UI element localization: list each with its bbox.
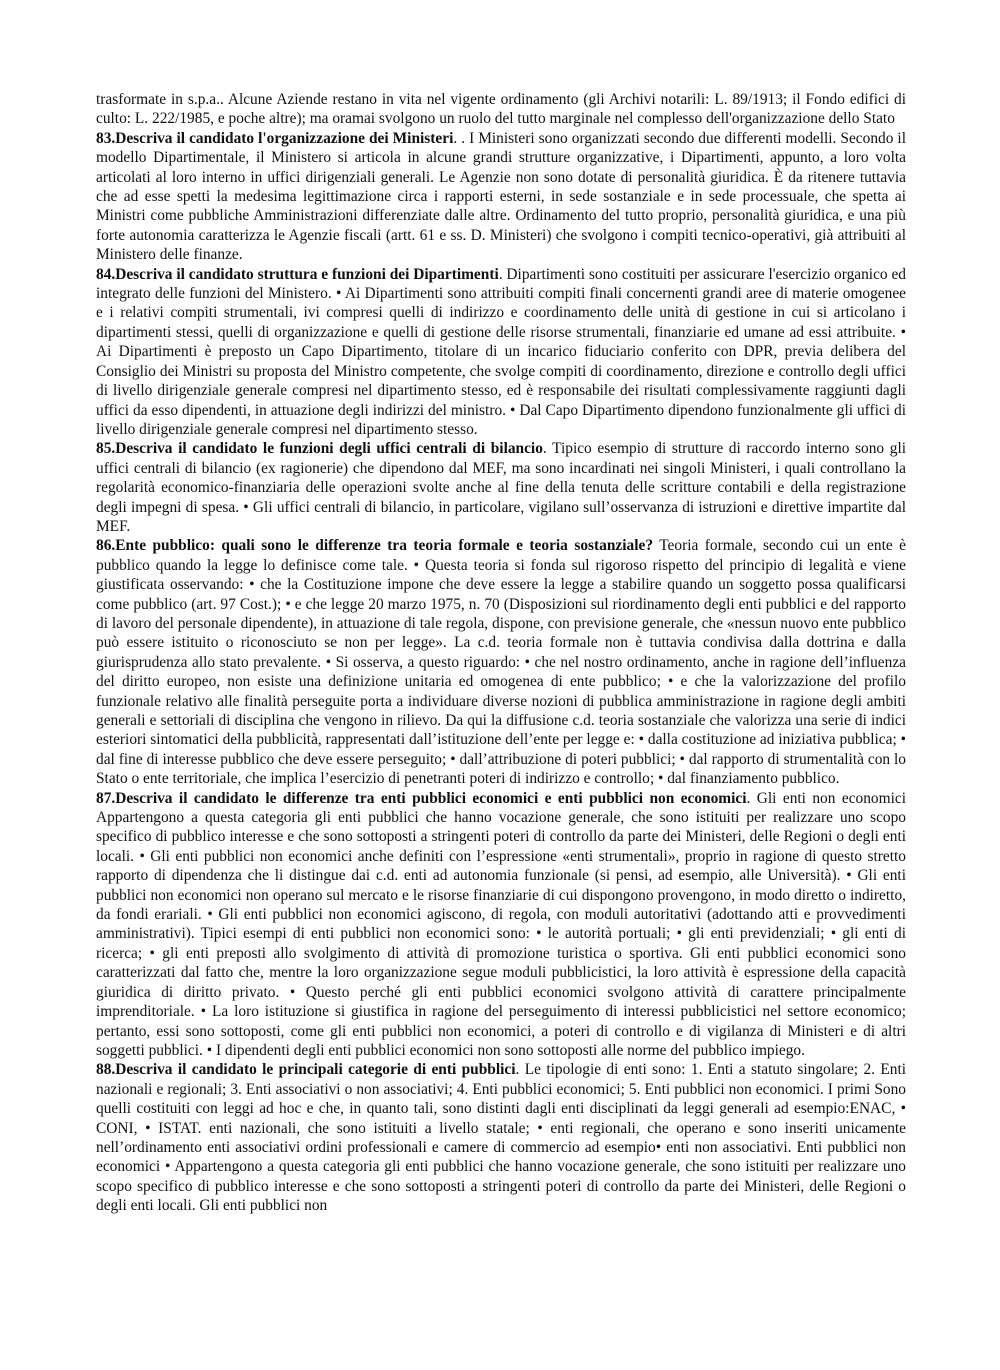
section-83-heading: 83.Descriva il candidato l'organizzazione dei Ministeri [96,129,454,147]
section-84-heading: 84.Descriva il candidato struttura e funzioni dei Dipartimenti [96,265,499,283]
section-83 [96,129,906,265]
section-88-body: . Le tipologie di enti sono: 1. Enti a statuto singolare; 2. Enti nazionali e regionali; 3. Enti associativi o non associativi; 4. Enti pubblici economici; 5. Enti pubblici non economici. I primi Sono quelli costituiti con leggi ad hoc e che, in quanto tali, sono distinti dagli enti disciplinati da leggi generali ad esempio:ENAC, • CONI, • ISTAT. enti nazionali, che sono istituiti a livello statale; • enti regionali, che operano e sono inseriti unicamente nell’ordinamento enti associativi ordini professionali e camere di commercio ad esempio• enti non associativi. Enti pubblici non economici • Appartengono a questa categoria gli enti pubblici che hanno vocazione generale, che sono istituiti per realizzare uno scopo specifico di pubblico interesse e che sono sottoposti a stringenti poteri di controllo da parte dei Ministeri, delle Regioni o degli enti locali. Gli enti pubblici non [96,1061,906,1215]
section-86-body: Teoria formale, secondo cui un ente è pubblico quando la legge lo definisce come tale. • Questa teoria si fonda sul rigoroso rispetto del principio di legalità e viene giustificata osservando: • che la Costituzione impone che deve essere la legge a stabilire quando un soggetto possa qualificarsi come pubblico (art. 97 Cost.); • e che legge 20 marzo 1975, n. 70 (Disposizioni sul riordinamento degli enti pubblici e del rapporto di lavoro del personale dipendente), in attuazione di tale regola, dispone, con previsione generale, che «nessun nuovo ente pubblico può essere istituito o riconosciuto se non per legge». La c.d. teoria formale non è tuttavia condivisa dalla dottrina e dalla giurisprudenza allo stato prevalente. • Si osserva, a questo riguardo: • che nel nostro ordinamento, anche in ragione dell’influenza del diritto europeo, non esiste una definizione unitaria ed omogenea di ente pubblico; • e che la valorizzazione del profilo funzionale relativo alle finalità perseguite porta a individuare diverse nozioni di pubblica amministrazione in ragione degli ambiti generali e settoriali di disciplina che vengono in rilievo. Da qui la diffusione c.d. teoria sostanziale che valorizza una serie di indici esteriori sintomatici della pubblicità, rappresentati dall’istituzione dell’ente per legge e: • dalla costituzione ad iniziativa pubblica; • dal fine di interesse pubblico che deve essere perseguito; • dall’attribuzione di poteri pubblici; • dal rapporto di strumentalità con lo Stato o ente territoriale, che implica l’esercizio di penetranti poteri di indirizzo e controllo; • dal finanziamento pubblico. [96,537,907,788]
document-page [96,90,906,1216]
section-86 [96,536,906,788]
section-87-body: . Gli enti non economici Appartengono a questa categoria gli enti pubblici che hanno vocazione generale, che sono istituiti per realizzare uno scopo specifico di pubblico interesse e che sono sottoposti a stringenti poteri di controllo da parte dei Ministeri, delle Regioni o degli enti locali. • Gli enti pubblici non economici anche definiti con l’espressione «enti strumentali», proprio in ragione di questo stretto rapporto di dipendenza che li distingue dai c.d. enti ad autonomia funzionale (si pensi, ad esempio, alle Università). • Gli enti pubblici non economici non operano sul mercato e le risorse finanziarie di cui dispongono provengono, in modo diretto o indiretto, da fondi erariali. • Gli enti pubblici non economici agiscono, di regola, con moduli autoritativi (adottando atti e provvedimenti amministrativi). Tipici esempi di enti pubblici non economici sono: • le autorità portuali; • gli enti previdenziali; • gli enti di ricerca; • gli enti preposti allo svolgimento di attività di promozione turistica o sportiva. Gli enti pubblici economici sono caratterizzati dal fatto che, mentre la loro organizzazione segue moduli pubblicistici, la loro attività è espressione della capacità giuridica di diritto privato. • Questo perché gli enti pubblici economici svolgono attività di carattere principalmente imprenditoriale. • La loro istituzione si giustifica in ragione del perseguimento di interessi pubblicistici nel settore economico; pertanto, essi sono sottoposti, come gli enti pubblici non economici, a poteri di controllo e di vigilanza di Ministeri e di altri soggetti pubblici. • I dipendenti degli enti pubblici economici non sono sottoposti alle norme del pubblico impiego. [96,789,906,1059]
section-87-heading: 87.Descriva il candidato le differenze tra enti pubblici economici e enti pubblici non economici [96,789,747,807]
section-84-body: . Dipartimenti sono costituiti per assicurare l'esercizio organico ed integrato delle funzioni del Ministero. • Ai Dipartimenti sono attribuiti compiti finali concernenti grandi aree di materie omogenee e i relativi compiti strumentali, ivi compresi quelli di indirizzo e coordinamento delle unità di gestione in cui si articolano i dipartimenti stessi, quelli di organizzazione e quelli di gestione delle risorse strumentali, finanziarie ed umane ad essi attribuite. • Ai Dipartimenti è preposto un Capo Dipartimento, titolare di un incarico fiduciario conferito con DPR, previa delibera del Consiglio dei Ministri su proposta del Ministro competente, che svolge compiti di coordinamento, direzione e controllo degli uffici di livello dirigenziale generale compresi nel dipartimento stesso, ed è responsabile dei risultati complessivamente raggiunti dagli uffici da esso dipendenti, in attuazione degli indirizzi del ministro. • Dal Capo Dipartimento dipendono funzionalmente gli uffici di livello dirigenziale generale compresi nel dipartimento stesso. [96,265,906,438]
intro-paragraph: trasformate in s.p.a.. Alcune Aziende restano in vita nel vigente ordinamento (gli Archivi notarili: L. 89/1913; il Fondo edifici di culto: L. 222/1985, e poche altre); ma oramai svolgono un ruolo del tutto marginale nel complesso dell'organizzazione dello Stato [96,91,906,128]
section-87 [96,789,906,1061]
section-85-heading: 85.Descriva il candidato le funzioni degli uffici centrali di bilancio [96,440,543,458]
section-84 [96,265,906,440]
section-83-body: . . I Ministeri sono organizzati secondo due differenti modelli. Secondo il modello Dipartimentale, il Ministero si articola in alcune grandi strutture organizzative, i Dipartimenti, appunto, a loro volta articolati al loro interno in uffici dirigenziali generali. Le Agenzie non sono dotate di personalità giuridica. È da ritenere tuttavia che ad esse spetti la medesima legittimazione circa i rapporti esterni, in sede sostanziale e in sede processuale, che spetta ai Ministri come pubbliche Amministrazioni differenziate dalle altre. Ordinamento del tutto proprio, personalità giuridica, e una più forte autonomia caratterizza le Agenzie fiscali (artt. 61 e ss. D. Ministeri) che svolgono i compiti tecnico-operativi, già attribuiti al Ministero delle finanze. [96,129,906,264]
section-88 [96,1060,906,1215]
section-85-body: . Tipico esempio di strutture di raccordo interno sono gli uffici centrali di bilancio (ex ragionerie) che dipendono dal MEF, ma sono incardinati nei singoli Ministeri, i quali controllano la regolarità economico-finanziaria delle operazioni svolte anche al fine della tenuta delle scritture contabili e della registrazione degli impegni di spesa. • Gli uffici centrali di bilancio, in particolare, vigilano sull’osservanza di istruzioni e direttive impartite dal MEF. [96,440,906,535]
section-86-heading: 86.Ente pubblico: quali sono le differenze tra teoria formale e teoria sostanziale? [96,537,654,555]
section-85 [96,439,906,536]
section-88-heading: 88.Descriva il candidato le principali categorie di enti pubblici [96,1061,516,1079]
